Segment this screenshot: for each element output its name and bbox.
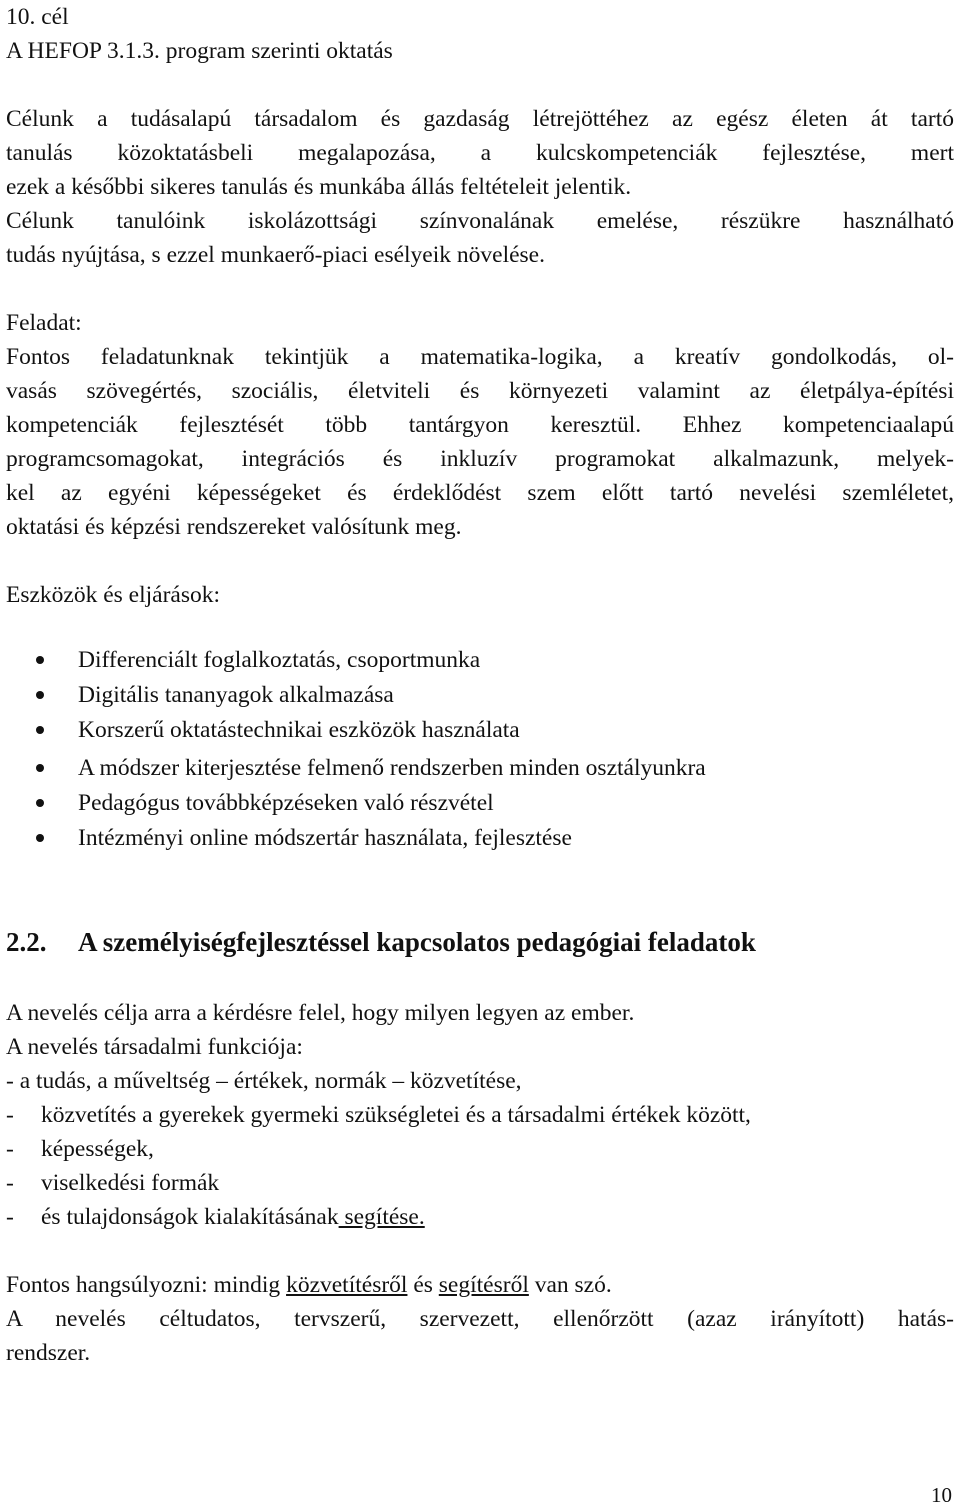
dash-item — [6, 1132, 154, 1166]
dash-item — [6, 1098, 751, 1132]
task-line: vasás szövegértés, szociális, életviteli és környezeti valamint az életpálya-építési — [6, 378, 954, 404]
education-line: A nevelés célja arra a kérdésre felel, hogy milyen legyen az ember. — [6, 1000, 635, 1026]
dash-text: viselkedési formák — [41, 1170, 220, 1196]
emphasis-line — [6, 1268, 612, 1302]
intro-line: ezek a későbbi sikeres tanulás és munkába állás feltételeit jelentik. — [6, 174, 632, 200]
bullet-icon — [36, 764, 44, 772]
dash-text: közvetítés a gyerekek gyermeki szükségletei és a társadalmi értékek között, — [41, 1102, 751, 1128]
bullet-text: Intézményi online módszertár használata, fejlesztése — [78, 825, 572, 851]
dash-mark: - — [6, 1136, 14, 1162]
dash-text: a tudás, a műveltség – értékek, normák – közvetítése, — [19, 1068, 522, 1094]
dash-mark: - — [6, 1204, 14, 1230]
intro-line: Célunk tanulóink iskolázottsági színvonalának emelése, részükre használható — [6, 208, 954, 234]
tools-label: Eszközök és eljárások: — [6, 582, 221, 608]
page-number: 10 — [931, 1483, 952, 1507]
dash-mark: - — [6, 1170, 14, 1196]
education-function-label: A nevelés társadalmi funkciója: — [6, 1034, 303, 1060]
emphasis-middle: és — [407, 1272, 439, 1298]
bullet-icon — [36, 726, 44, 734]
dash-item — [6, 1200, 425, 1234]
program-title: A HEFOP 3.1.3. program szerinti oktatás — [6, 38, 393, 64]
task-line: kompetenciák fejlesztését több tantárgyon keresztül. Ehhez kompetenciaalapú — [6, 412, 954, 438]
dash-text: képességek, — [41, 1136, 154, 1162]
intro-line: Célunk a tudásalapú társadalom és gazdaság létrejöttéhez az egész életen át tartó — [6, 106, 954, 132]
dash-mark: - — [6, 1102, 14, 1128]
bullet-text: Pedagógus továbbképzéseken való részvétel — [78, 790, 494, 816]
task-line: programcsomagokat, integrációs és inkluzív programokat alkalmazunk, melyek- — [6, 446, 954, 472]
final-line: rendszer. — [6, 1340, 91, 1366]
emphasis-prefix: Fontos hangsúlyozni: mindig — [6, 1272, 287, 1298]
emphasis-term2: segítésről — [438, 1272, 529, 1298]
bullet-text: Digitális tananyagok alkalmazása — [78, 682, 394, 708]
bullet-text: Differenciált foglalkoztatás, csoportmunka — [78, 647, 481, 673]
emphasis-term1: közvetítésről — [286, 1272, 408, 1298]
dash-item — [6, 1166, 219, 1200]
bullet-icon — [36, 799, 44, 807]
section-number: 2.2. — [6, 927, 47, 957]
intro-line: tanulás közoktatásbeli megalapozása, a kulcskompetenciák fejlesztése, mert — [6, 140, 954, 166]
bullet-icon — [36, 834, 44, 842]
section-title: A személyiségfejlesztéssel kapcsolatos pedagógiai feladatok — [78, 927, 756, 957]
intro-line: tudás nyújtása, s ezzel munkaerő-piaci esélyeik növelése. — [6, 242, 545, 268]
dash-text-underlined: segítése. — [338, 1204, 425, 1230]
final-line: A nevelés céltudatos, tervszerű, szervezett, ellenőrzött (azaz irányított) hatás- — [6, 1306, 954, 1332]
bullet-icon — [36, 691, 44, 699]
section-heading — [6, 925, 756, 959]
dash-mark: - — [6, 1068, 14, 1094]
task-label: Feladat: — [6, 310, 82, 336]
dash-item — [6, 1064, 522, 1098]
task-line: kel az egyéni képességeket és érdeklődést szem előtt tartó nevelési szemléletet, — [6, 480, 954, 506]
bullet-text: A módszer kiterjesztése felmenő rendszerben minden osztályunkra — [78, 755, 706, 781]
bullet-icon — [36, 656, 44, 664]
task-line: oktatási és képzési rendszereket valósítunk meg. — [6, 514, 462, 540]
bullet-text: Korszerű oktatástechnikai eszközök használata — [78, 717, 520, 743]
task-line: Fontos feladatunknak tekintjük a matematika-logika, a kreatív gondolkodás, ol- — [6, 344, 954, 370]
emphasis-suffix: van szó. — [528, 1272, 612, 1298]
goal-number: 10. cél — [6, 4, 69, 30]
dash-text: és tulajdonságok kialakításának — [41, 1204, 339, 1230]
